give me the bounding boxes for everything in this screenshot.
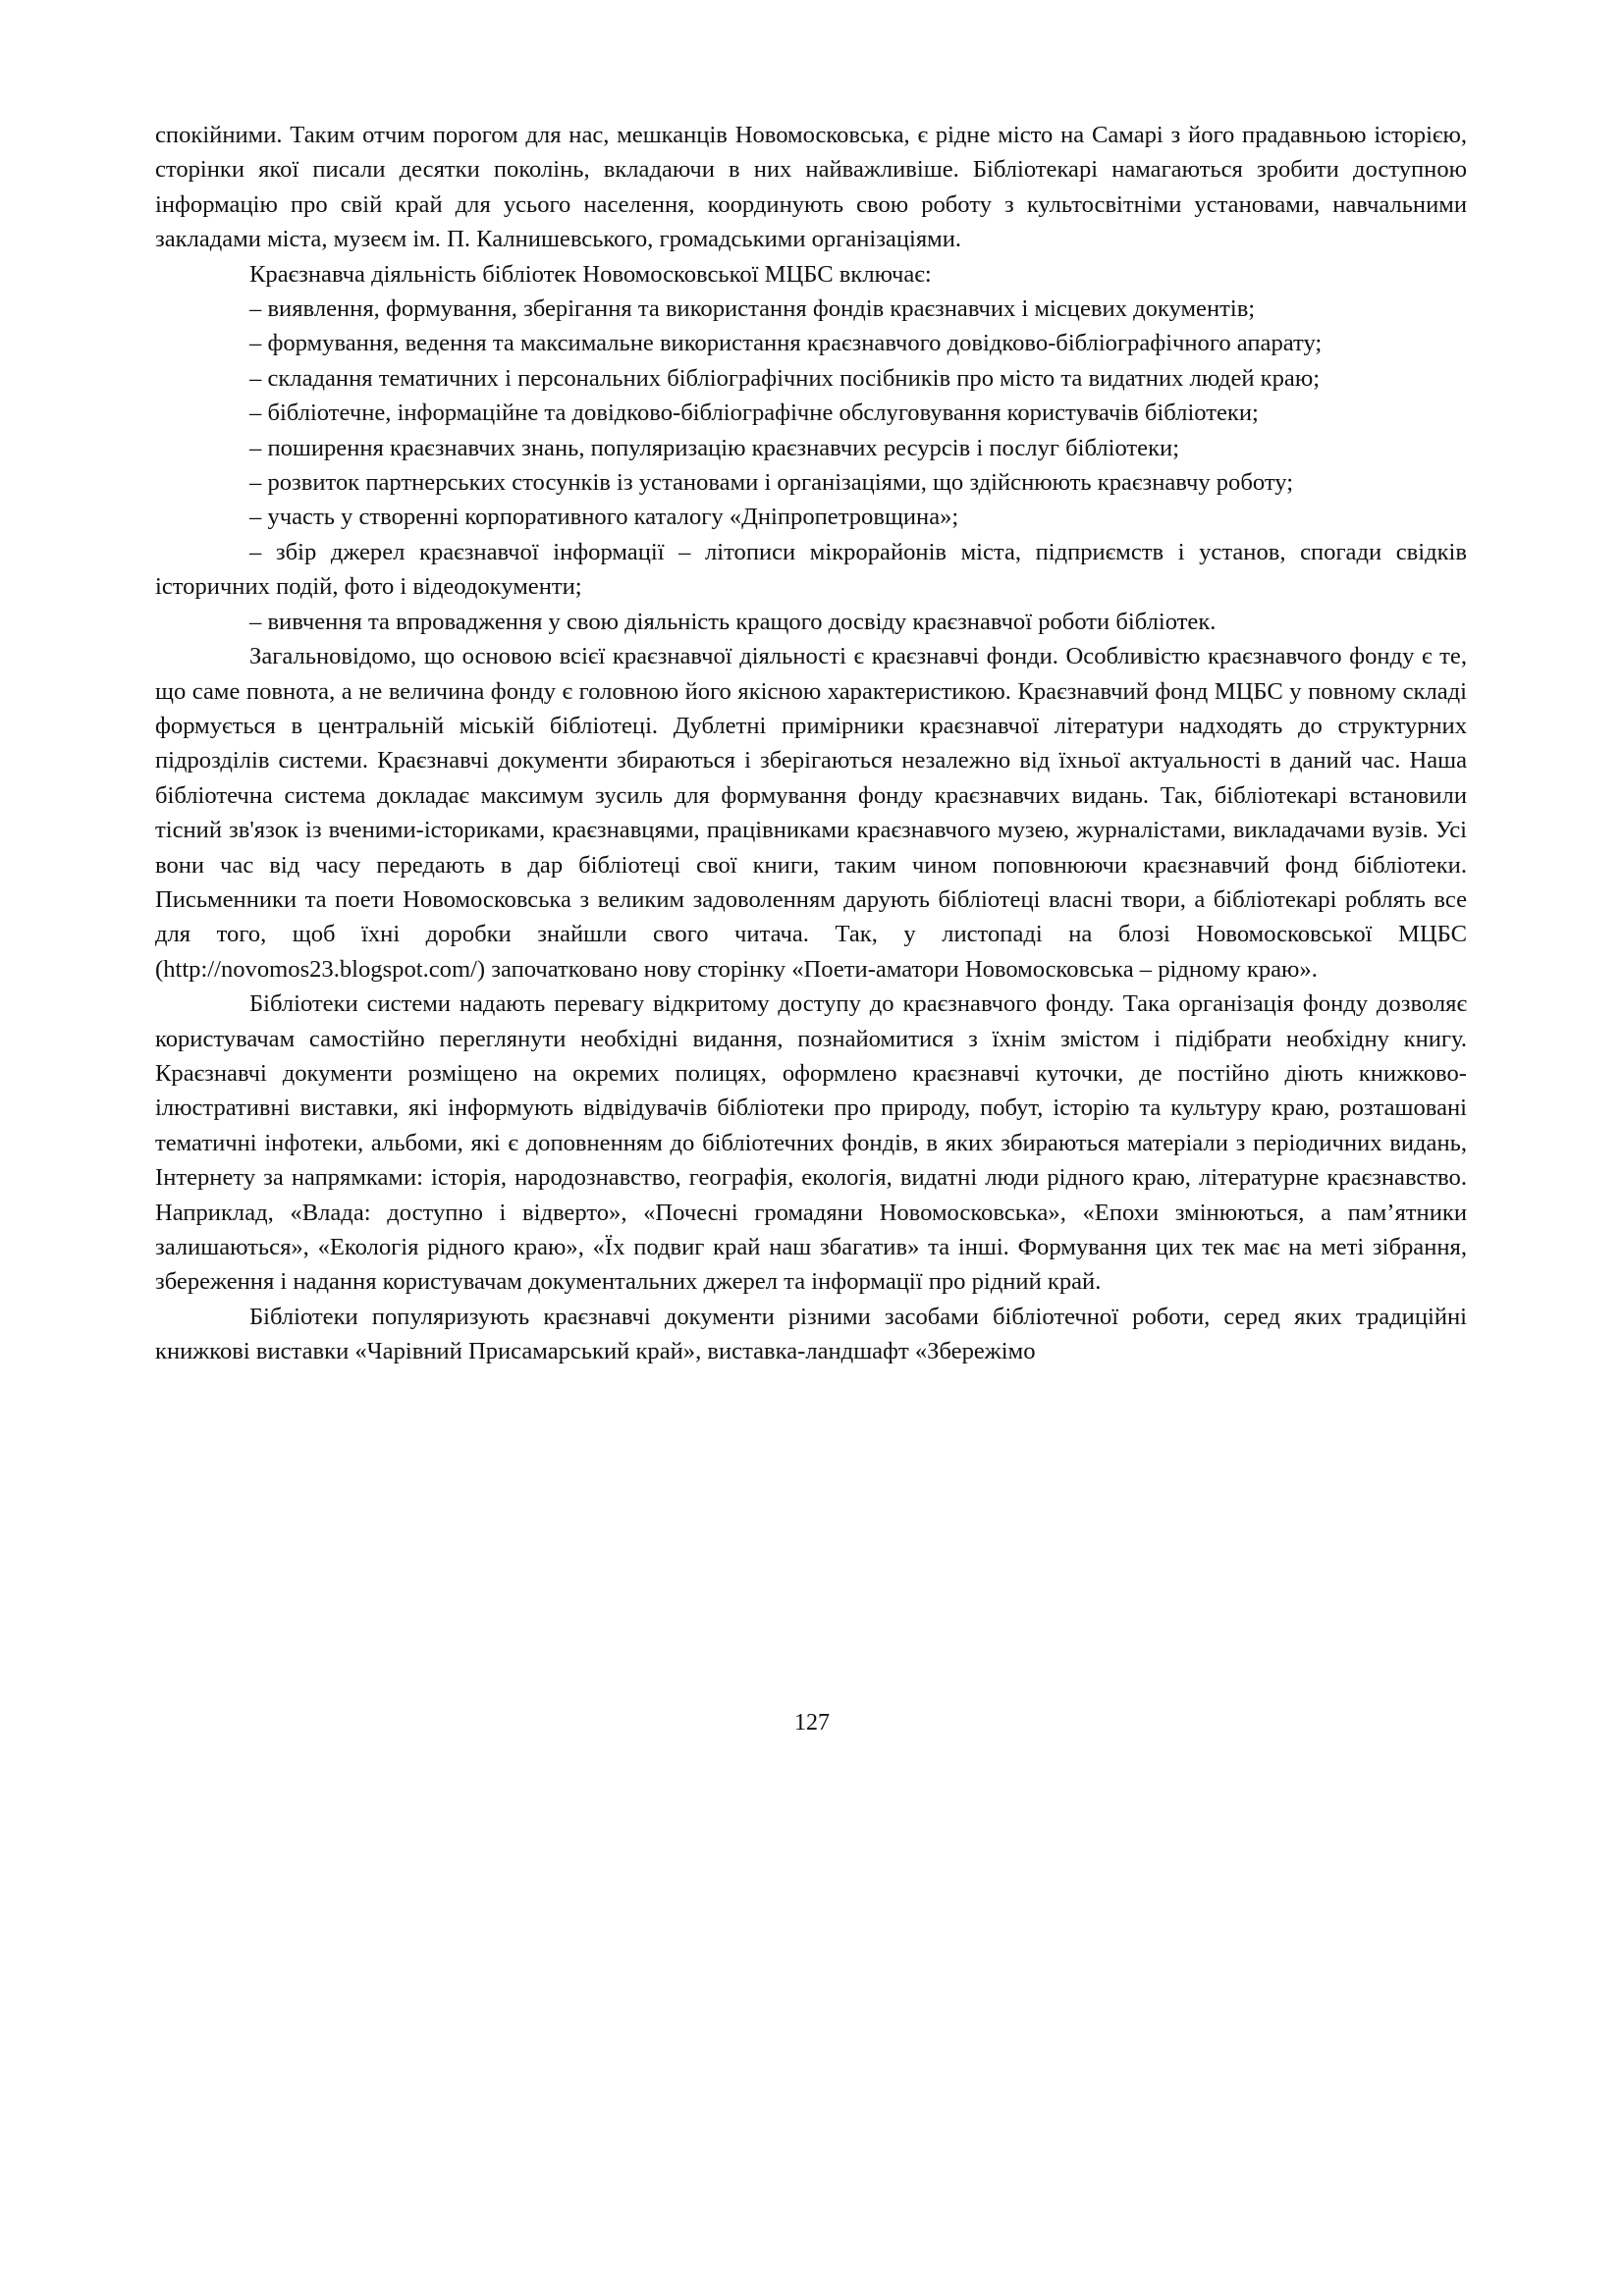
paragraph-popularize: Бібліотеки популяризують краєзнавчі документи різними засобами бібліотечної роботи, серед яких традиційні книжкові виставки «Чарівний Присамарський край», виставка-ландшафт «Збережімо [155, 1303, 1467, 1365]
paragraph-access: Бібліотеки системи надають перевагу відкритому доступу до краєзнавчого фонду. Така організація фонду дозволяє користувачам самостійно переглянути необхідні видання, познайомитися з їхнім змістом і підібрати необхідну книгу. Краєзнавчі документи розміщено на окремих полицях, оформлено краєзнавчі куточки, де постійно діють книжково-ілюстративні виставки, які інформують відвідувачів бібліотеки про природу, побут, історію та культуру краю, розташовані тематичні інфотеки, альбоми, які є доповненням до бібліотечних фондів, в яких збираються матеріали з періодичних видань, Інтернету за напрямками: історія, народознавство, географія, екологія, видатні люди рідного краю, літературне краєзнавство. Наприклад, «Влада: доступно і відверто», «Почесні громадяни Новомосковська», «Епохи змінюються, а пам’ятники залишаються», «Екологія рідного краю», «Їх подвиг край наш збагатив» та інші. Формування цих тек має на меті зібрання, збереження і надання користувачам документальних джерел та інформації про рідний край. [155, 990, 1467, 1296]
list-item: – виявлення, формування, зберігання та використання фондів краєзнавчих і місцевих документів; [249, 295, 1256, 323]
list-item: – складання тематичних і персональних бібліографічних посібників про місто та видатних людей краю; [249, 364, 1321, 392]
list-item: – формування, ведення та максимальне використання краєзнавчого довідково-бібліографічного апарату; [249, 330, 1323, 357]
list-item: – збір джерел краєзнавчої інформації – літописи мікрорайонів міста, підприємств і установ, спогади свідків історичних подій, фото і відеодокументи; [155, 538, 1467, 601]
list-item: – участь у створенні корпоративного каталогу «Дніпропетровщина»; [249, 504, 959, 531]
list-item: – поширення краєзнавчих знань, популяризацію краєзнавчих ресурсів і послуг бібліотеки; [249, 434, 1180, 461]
list-item: – вивчення та впровадження у свою діяльність кращого досвіду краєзнавчої роботи бібліотек. [249, 608, 1217, 635]
paragraph-fund: Загальновідомо, що основою всієї краєзнавчої діяльності є краєзнавчі фонди. Особливістю краєзнавчого фонду є те, що саме повнота, а не величина фонду є головною його якісною характеристикою. Краєзнавчий фонд МЦБС у повному складі формується в центральній міській бібліотеці. Дублетні примірники краєзнавчої літератури надходять до структурних підрозділів системи. Краєзнавчі документи збираються і зберігаються незалежно від їхньої актуальності в даний час. Наша бібліотечна система докладає максимум зусиль для формування фонду краєзнавчих видань. Так, бібліотекарі встановили тісний зв'язок із вченими-істориками, краєзнавцями, працівниками краєзнавчого музею, журналістами, викладачами вузів. Усі вони час від часу передають в дар бібліотеці свої книги, таким чином поповнюючи краєзнавчий фонд бібліотеки. Письменники та поети Новомосковська з великим задоволенням дарують бібліотеці власні твори, а бібліотекарі роблять все для того, щоб їхні доробки знайшли свого читача. Так, у листопаді на блозі Новомосковської МЦБС (http://novomos23.blogspot.com/) започатковано нову сторінку «Поети-аматори Новомосковська – рідному краю». [155, 643, 1467, 983]
body-text [155, 118, 1467, 1369]
list-item: – розвиток партнерських стосунків із установами і організаціями, що здійснюють краєзнавчу роботу; [249, 469, 1294, 497]
paragraph-intro: Краєзнавча діяльність бібліотек Новомосковської МЦБС включає: [249, 260, 932, 288]
page-number: 127 [794, 1710, 830, 1735]
paragraph-continuation: спокійними. Таким отчим порогом для нас, мешканців Новомосковська, є рідне місто на Самарі з його прадавньою історією, сторінки якої писали десятки поколінь, вкладаючи в них найважливіше. Бібліотекарі намагаються зробити доступною інформацію про свій край для усього населення, координують свою роботу з культосвітніми установами, навчальними закладами міста, музеєм ім. П. Калнишевського, громадськими організаціями. [155, 122, 1467, 253]
list-item: – бібліотечне, інформаційне та довідково-бібліографічне обслуговування користувачів бібліотеки; [249, 400, 1259, 427]
